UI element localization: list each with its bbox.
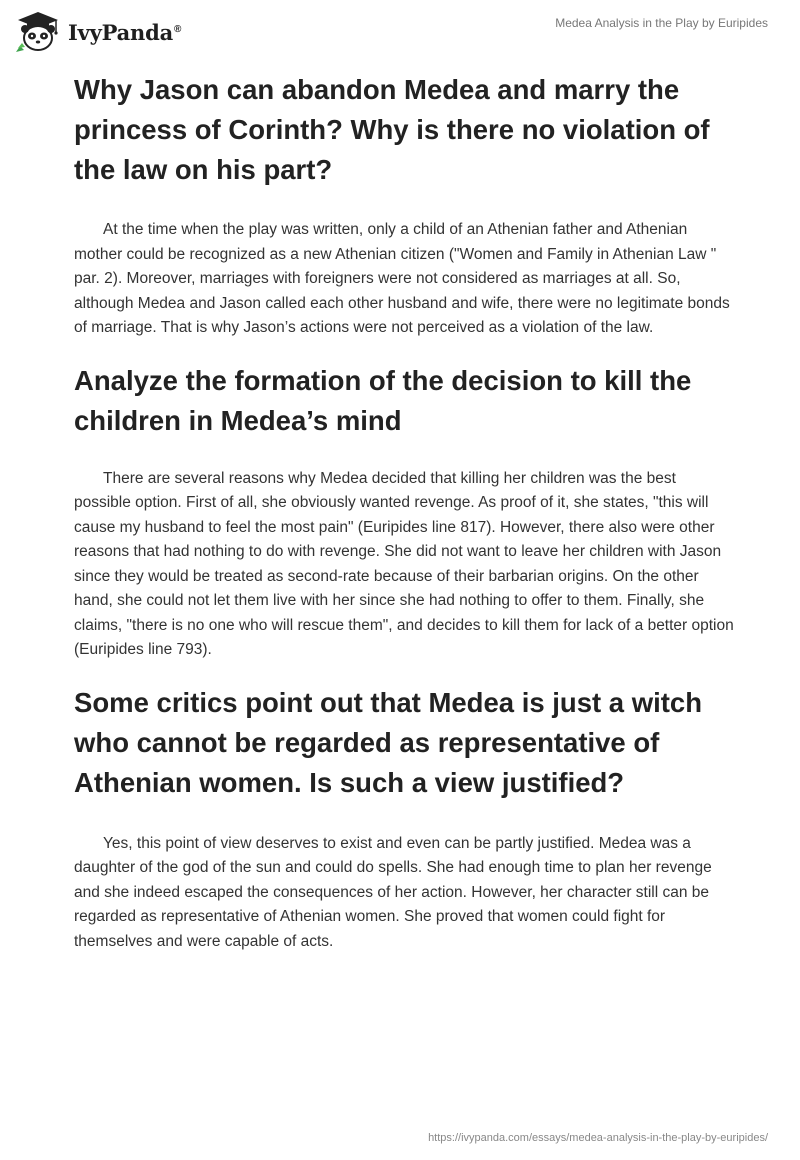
ivypanda-logo[interactable] bbox=[14, 8, 181, 56]
article-body bbox=[74, 70, 734, 954]
section-heading-2: Analyze the formation of the decision to kill the children in Medea’s mind bbox=[74, 364, 692, 436]
logo-wordmark: IvyPanda® bbox=[68, 19, 182, 45]
section-paragraph-1: At the time when the play was written, only a child of an Athenian father and Athenian mother could be recognized as a new Athenian citizen ("Women and Family in Athenian Law " par. 2). Moreover, marriages with foreigners were not considered as marriages at all. So, although Medea and Jason called each other husband and wife, there were no legitimate bonds of marriage. That is why Jason’s actions were not perceived as a violation of the law. bbox=[74, 221, 730, 336]
panda-graduate-icon bbox=[14, 10, 62, 54]
source-url-link[interactable]: https://ivypanda.com/essays/medea-analysis-in-the-play-by-euripides/ bbox=[428, 1132, 768, 1144]
section-heading-1: Why Jason can abandon Medea and marry the princess of Corinth? Why is there no violation of the law on his part? bbox=[74, 74, 710, 185]
section-paragraph-2: There are several reasons why Medea decided that killing her children was the best possible option. First of all, she obviously wanted revenge. As proof of it, she states, "this will cause my husband to feel the most pain" (Euripides line 817). However, there also were other reasons that had nothing to do with revenge. She did not want to leave her children with Jason since they would be treated as second-rate because of their barbarian origins. On the other hand, she could not let them live with her since she had nothing to offer to them. Finally, she claims, "there is no one who will rescue them", and decides to kill them for lack of a better option (Euripides line 793). bbox=[74, 469, 734, 658]
section-paragraph-3: Yes, this point of view deserves to exist and even can be partly justified. Medea was a daughter of the god of the sun and could do spells. She had enough time to plan her revenge and she indeed escaped the consequences of her action. However, her character still can be regarded as representative of Athenian women. She proved that women could fight for themselves and were capable of acts. bbox=[74, 834, 712, 950]
section-heading-3: Some critics point out that Medea is just a witch who cannot be regarded as representative of Athenian women. Is such a view justified? bbox=[74, 686, 703, 798]
page-header bbox=[0, 0, 800, 64]
document-title: Medea Analysis in the Play by Euripides bbox=[555, 16, 768, 30]
